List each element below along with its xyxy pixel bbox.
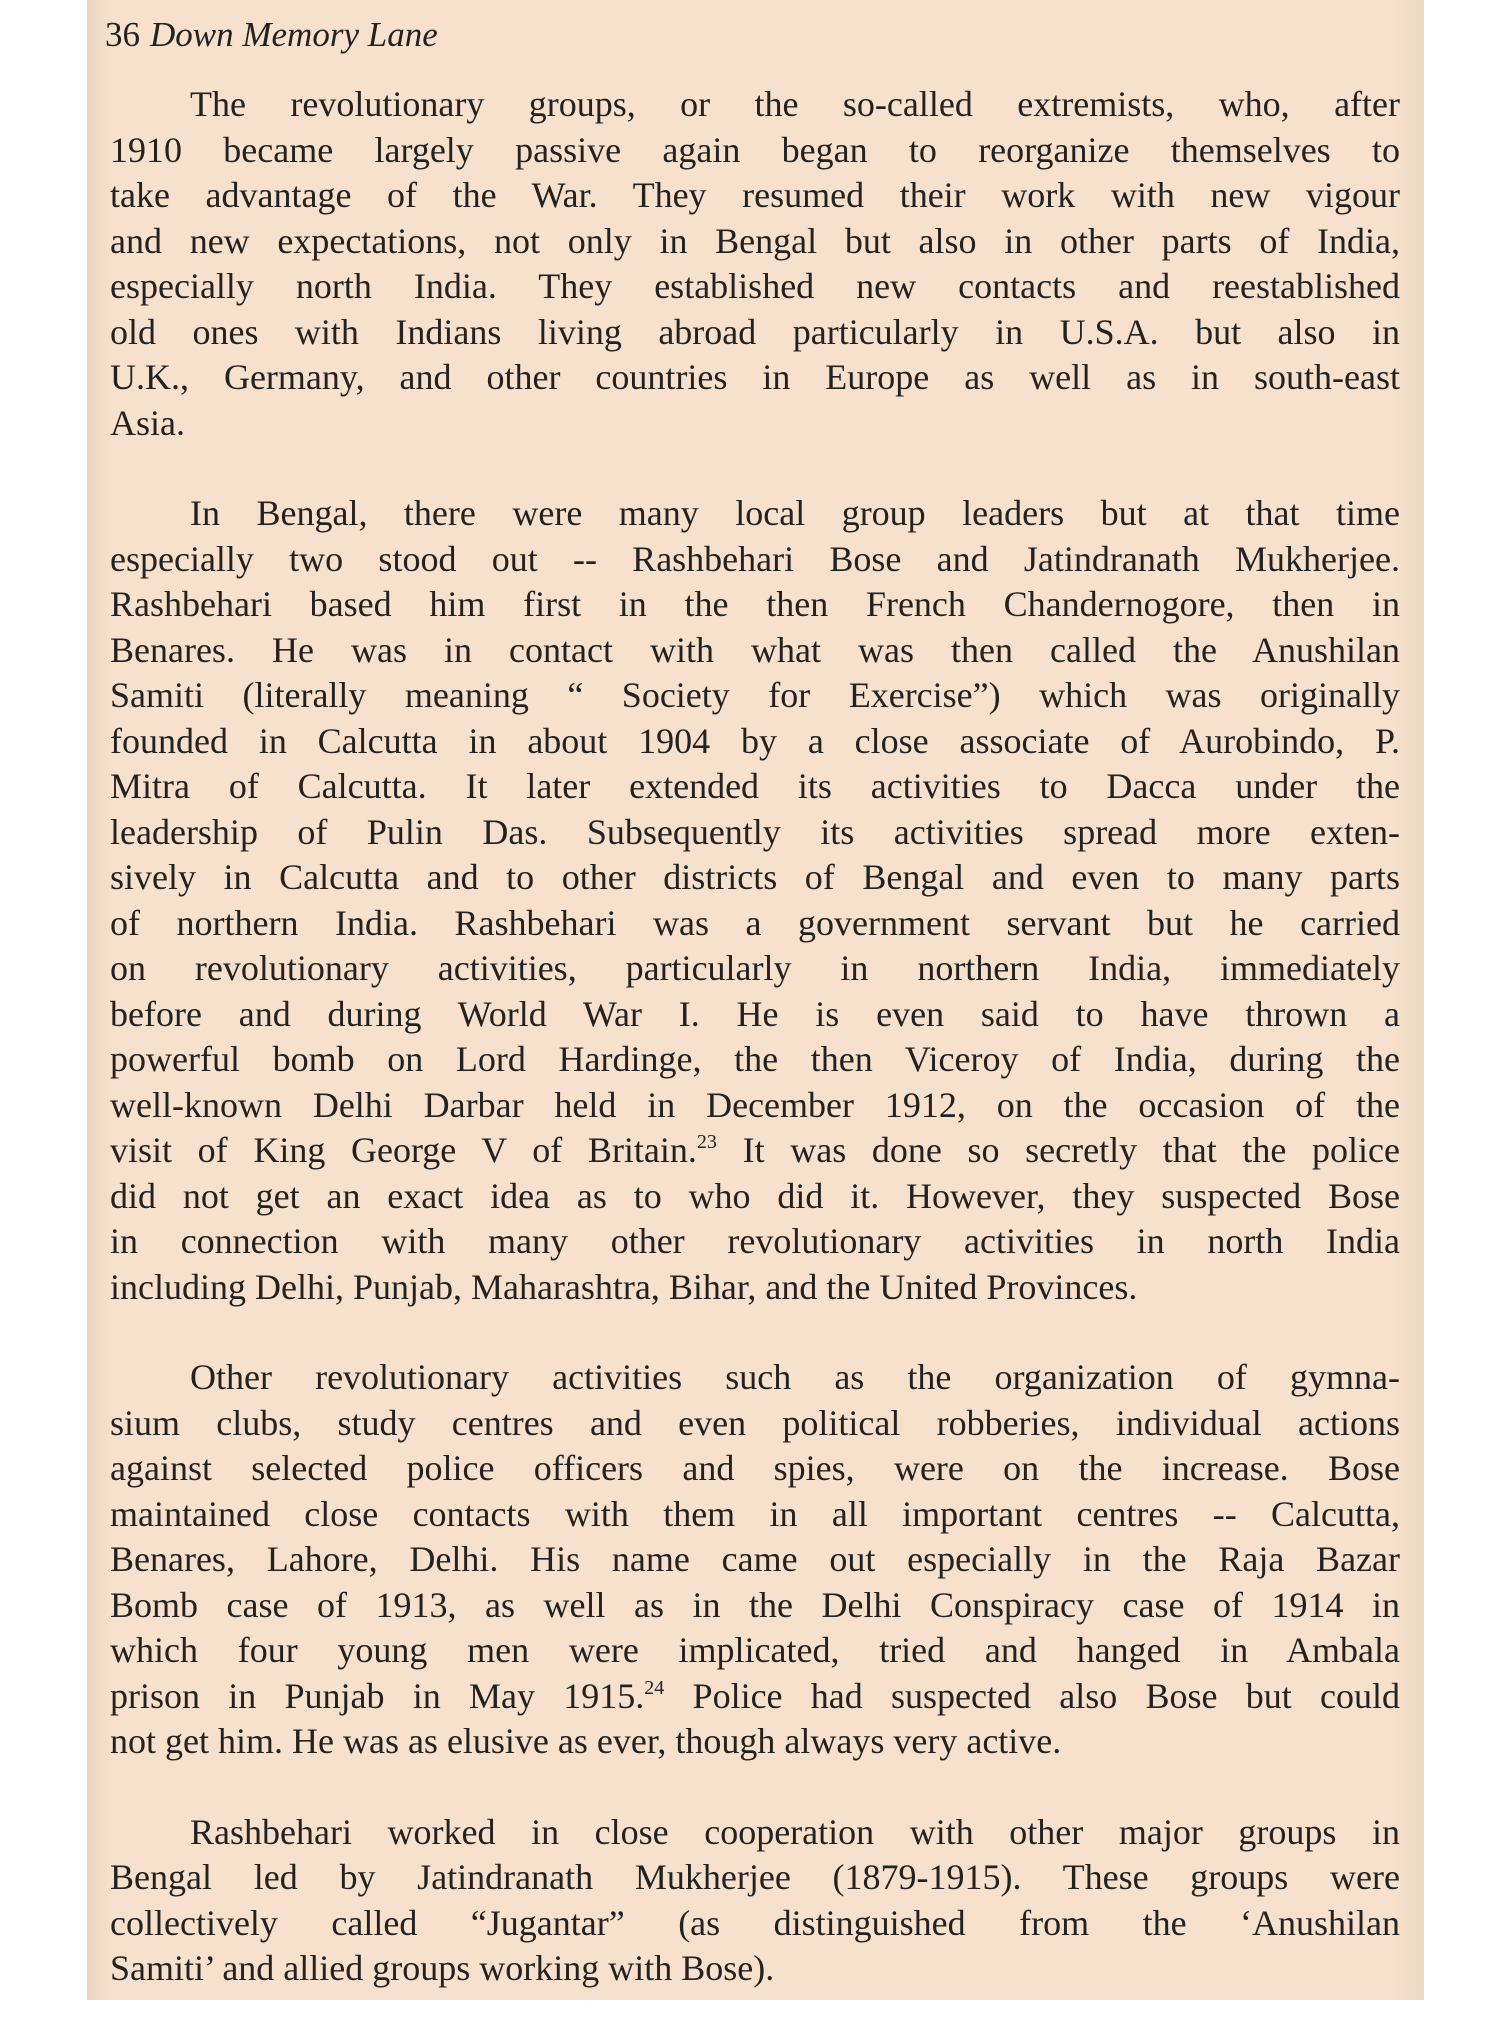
text-line: The revolutionary groups, or the so-called extremists, who, after bbox=[190, 84, 1400, 124]
text-line: sively in Calcutta and to other districts of Bengal and even to many parts bbox=[110, 857, 1400, 897]
text-segment: Police had suspected also Bose but could bbox=[664, 1675, 1401, 1716]
text-line-with-footnote bbox=[110, 1674, 1400, 1720]
text-line: Asia. bbox=[110, 402, 185, 443]
text-line: powerful bomb on Lord Hardinge, the then Viceroy of India, during the bbox=[110, 1039, 1400, 1079]
text-line: in connection with many other revolutionary activities in north India bbox=[110, 1221, 1400, 1261]
text-segment: It was done so secretly that the police bbox=[716, 1130, 1401, 1170]
text-line: before and during World War I. He is even said to have thrown a bbox=[110, 993, 1400, 1034]
footnote-marker: 23 bbox=[696, 1131, 717, 1153]
text-line: on revolutionary activities, particularly in northern India, immediately bbox=[110, 948, 1400, 988]
footnote-marker: 24 bbox=[644, 1676, 665, 1699]
text-line: against selected police officers and spies, were on the increase. Bose bbox=[110, 1448, 1400, 1488]
text-line: Samiti’ and allied groups working with Bose). bbox=[110, 1948, 775, 1988]
text-line: Benares, Lahore, Delhi. His name came out especially in the Raja Bazar bbox=[110, 1539, 1400, 1579]
text-line: In Bengal, there were many local group leaders but at that time bbox=[190, 493, 1400, 533]
text-line: which four young men were implicated, tried and hanged in Ambala bbox=[110, 1630, 1400, 1670]
text-line: U.K., Germany, and other countries in Europe as well as in south-east bbox=[110, 357, 1400, 397]
body-text bbox=[110, 82, 1400, 2037]
running-head bbox=[105, 12, 438, 58]
text-line: Bengal led by Jatindranath Mukherjee (1879-1915). These groups were bbox=[110, 1857, 1400, 1897]
text-line: including Delhi, Punjab, Maharashtra, Bihar, and the United Provinces. bbox=[110, 1266, 1138, 1307]
page-number: 36 bbox=[105, 15, 140, 54]
book-page bbox=[87, 0, 1424, 2000]
paragraph-1 bbox=[110, 82, 1400, 446]
paragraph-3 bbox=[110, 1355, 1400, 1765]
text-line: and new expectations, not only in Bengal but also in other parts of India, bbox=[110, 220, 1400, 261]
text-line: Mitra of Calcutta. It later extended its activities to Dacca under the bbox=[110, 766, 1400, 806]
text-line: especially two stood out -- Rashbehari Bose and Jatindranath Mukherjee. bbox=[110, 538, 1400, 579]
text-line: Bomb case of 1913, as well as in the Delhi Conspiracy case of 1914 in bbox=[110, 1584, 1400, 1625]
text-line: of northern India. Rashbehari was a government servant but he carried bbox=[110, 902, 1400, 943]
text-line: Other revolutionary activities such as the organization of gymna- bbox=[190, 1357, 1400, 1397]
text-line: did not get an exact idea as to who did it. However, they suspected Bose bbox=[110, 1175, 1400, 1216]
text-line: collectively called “Jugantar” (as distinguished from the ‘Anushilan bbox=[110, 1902, 1400, 1943]
text-line: not get him. He was as elusive as ever, though always very active. bbox=[110, 1721, 1062, 1761]
text-line: Rashbehari based him first in the then French Chandernogore, then in bbox=[110, 584, 1400, 624]
text-line: maintained close contacts with them in all important centres -- Calcutta, bbox=[110, 1493, 1400, 1534]
text-line: sium clubs, study centres and even political robberies, individual actions bbox=[110, 1402, 1400, 1443]
paragraph-2 bbox=[110, 491, 1400, 1310]
text-line: well-known Delhi Darbar held in December 1912, on the occasion of the bbox=[110, 1084, 1400, 1125]
text-line: old ones with Indians living abroad particularly in U.S.A. but also in bbox=[110, 311, 1400, 352]
book-title: Down Memory Lane bbox=[150, 15, 438, 54]
text-segment: visit of King George V of Britain. bbox=[110, 1130, 697, 1170]
text-line: leadership of Pulin Das. Subsequently its activities spread more exten- bbox=[110, 811, 1400, 852]
text-line-with-footnote bbox=[110, 1128, 1400, 1174]
paragraph-4 bbox=[110, 1810, 1400, 1992]
text-line: especially north India. They established new contacts and reestablished bbox=[110, 266, 1400, 306]
text-line: Benares. He was in contact with what was then called the Anushilan bbox=[110, 629, 1400, 670]
text-line: take advantage of the War. They resumed their work with new vigour bbox=[110, 175, 1400, 215]
text-line: founded in Calcutta in about 1904 by a close associate of Aurobindo, P. bbox=[110, 720, 1400, 761]
text-line: 1910 became largely passive again began to reorganize themselves to bbox=[110, 129, 1400, 170]
text-line: Rashbehari worked in close cooperation with other major groups in bbox=[190, 1811, 1400, 1852]
text-segment: prison in Punjab in May 1915. bbox=[110, 1675, 645, 1716]
text-line: Samiti (literally meaning “ Society for Exercise”) which was originally bbox=[110, 675, 1400, 715]
